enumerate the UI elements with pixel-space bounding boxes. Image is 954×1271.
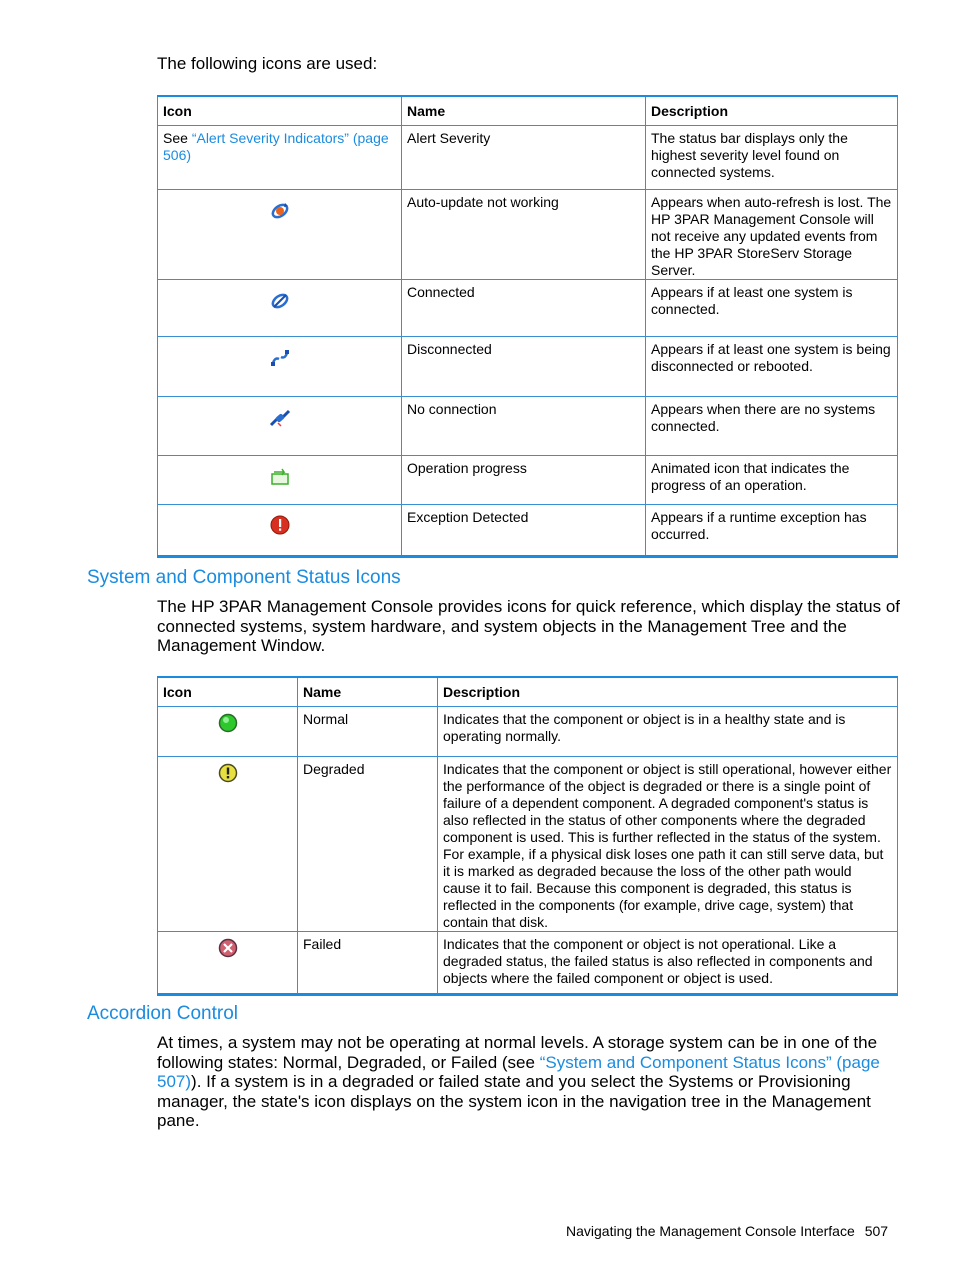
operation-progress-icon [270, 466, 290, 486]
alert-severity-link[interactable]: “Alert Severity Indicators” (page 506) [163, 130, 389, 163]
name-cell: Degraded [298, 757, 438, 932]
section-heading-status-icons: System and Component Status Icons [87, 567, 401, 588]
column-header-icon: Icon [158, 677, 298, 707]
page-footer [566, 1223, 888, 1239]
icon-cell [158, 932, 298, 995]
name-cell: Connected [402, 280, 646, 337]
name-cell: Exception Detected [402, 505, 646, 557]
description-cell: Appears if at least one system is connected. [646, 280, 898, 337]
table-row [158, 707, 898, 757]
status-icons-link[interactable]: “System and Component Status Icons” (page 507) [157, 1052, 880, 1091]
status-icons-table [157, 676, 898, 996]
column-header-icon: Icon [158, 96, 402, 126]
table-row [158, 757, 898, 932]
intro-text: The following icons are used: [157, 54, 378, 73]
section-heading-accordion-control: Accordion Control [87, 1003, 239, 1024]
column-header-description: Description [646, 96, 898, 126]
description-cell: The status bar displays only the highest severity level found on connected systems. [646, 126, 898, 190]
table-row [158, 932, 898, 995]
description-cell: Indicates that the component or object is not operational. Like a degraded status, the failed status is also reflected in components and objects where the failed component or object is used. [438, 932, 898, 995]
description-cell: Indicates that the component or object is in a healthy state and is operating normally. [438, 707, 898, 757]
status-icons-paragraph: The HP 3PAR Management Console provides icons for quick reference, which display the status of connected systems, system hardware, and system objects in the Management Tree and the Management Window. [157, 597, 901, 655]
description-cell: Appears when there are no systems connected. [646, 397, 898, 456]
accordion-paragraph [157, 1033, 902, 1131]
failed-status-icon [218, 938, 238, 958]
exception-detected-icon [270, 515, 290, 535]
table-row [158, 126, 898, 190]
column-header-description: Description [438, 677, 898, 707]
icon-cell [158, 397, 402, 456]
accordion-text-part2: ). If a system is in a degraded or failed state and you select the Systems or Provisioning manager, the state's icon displays on the system icon in the navigation tree in the Management pane. [157, 1072, 871, 1130]
normal-status-icon [218, 713, 238, 733]
column-header-name: Name [402, 96, 646, 126]
icon-cell [158, 280, 402, 337]
name-cell: Operation progress [402, 456, 646, 505]
icon-cell [158, 757, 298, 932]
footer-title: Navigating the Management Console Interface [566, 1223, 855, 1239]
name-cell: Normal [298, 707, 438, 757]
icon-cell [158, 126, 402, 190]
degraded-status-icon [218, 763, 238, 783]
icon-cell [158, 707, 298, 757]
icon-cell [158, 456, 402, 505]
page-number: 507 [864, 1223, 889, 1239]
name-cell: No connection [402, 397, 646, 456]
table-row [158, 397, 898, 456]
table-row [158, 190, 898, 280]
see-prefix: See [163, 130, 192, 146]
name-cell: Disconnected [402, 337, 646, 397]
no-connection-icon [268, 407, 292, 429]
table-header-row [158, 96, 898, 126]
description-cell: Indicates that the component or object is still operational, however either the performance of the object is degraded or there is a single point of failure of a dependent component. A degraded component's status is also reflected in the status of other components where the degraded component is used. This is further reflected in the status of the system. For example, if a physical disk loses one path it can still serve data, but it is marked as degraded because the loss of the other path would cause it to fail. Because this component is degraded, this status is reflected in the components (for example, drive cage, system) that contain that disk. [438, 757, 898, 932]
icon-cell [158, 190, 402, 280]
name-cell: Failed [298, 932, 438, 995]
disconnected-icon [269, 347, 291, 369]
icon-cell [158, 505, 402, 557]
icons-table [157, 95, 898, 558]
description-cell: Appears if at least one system is being disconnected or rebooted. [646, 337, 898, 397]
table-row [158, 505, 898, 557]
icon-cell [158, 337, 402, 397]
accordion-text-part1: At times, a system may not be operating at normal levels. A storage system can be in one of the following states: Normal, Degraded, or Failed (see [157, 1033, 878, 1072]
table-row [158, 456, 898, 505]
table-header-row [158, 677, 898, 707]
auto-update-not-working-icon [269, 200, 291, 222]
name-cell: Alert Severity [402, 126, 646, 190]
table-row [158, 280, 898, 337]
table-row [158, 337, 898, 397]
description-cell: Animated icon that indicates the progress of an operation. [646, 456, 898, 505]
column-header-name: Name [298, 677, 438, 707]
name-cell: Auto-update not working [402, 190, 646, 280]
description-cell: Appears when auto-refresh is lost. The HP 3PAR Management Console will not receive any updated events from the HP 3PAR StoreServ Storage Server. [646, 190, 898, 280]
description-cell: Appears if a runtime exception has occurred. [646, 505, 898, 557]
connected-icon [269, 290, 291, 312]
